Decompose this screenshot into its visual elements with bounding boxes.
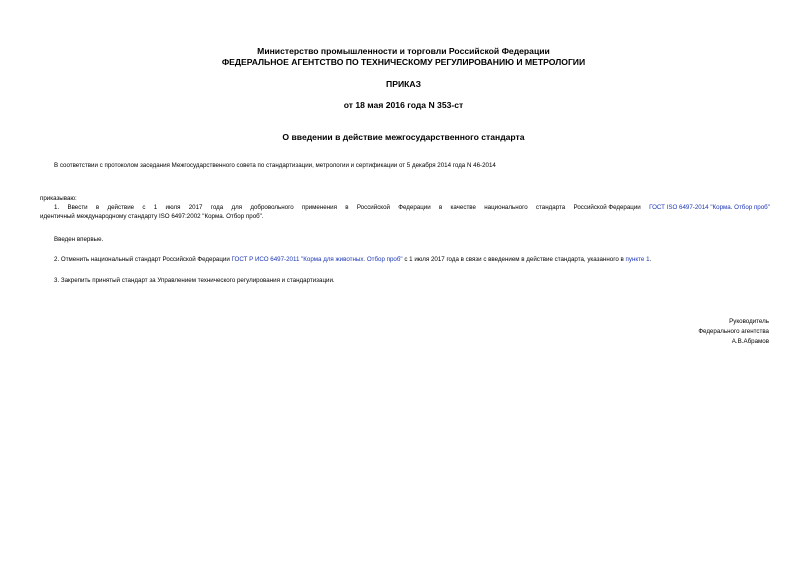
gost-r-iso-6497-2011-link[interactable]: ГОСТ Р ИСО 6497-2011 "Корма для животных. Отбор проб" [231,256,403,263]
item1-word: Ввести [67,204,88,211]
item1-word: 2017 [188,204,203,211]
introduced-first-note: Введен впервые. [54,236,104,243]
item1-word: национального [484,204,528,211]
document-type-heading: ПРИКАЗ [386,79,421,89]
order-word: приказываю: [40,195,77,202]
gost-iso-6497-2014-link[interactable]: ГОСТ ISO 6497-2014 "Корма. Отбор проб" [649,204,770,211]
item1-line2: идентичный международному стандарту ISO 6497:2002 "Корма. Отбор проб". [40,213,264,220]
item1-word: в [438,204,443,211]
item2-text-middle: с 1 июля 2017 года в связи с введением в действие стандарта, указанного в [402,256,626,263]
item1-tail-text: Российской Федерации [573,204,641,211]
item1-word: для [231,204,243,211]
item1-word: Российской [356,204,390,211]
item1-word: в [345,204,349,211]
preamble-paragraph: В соответствии с протоколом заседания Межгосударственного совета по стандартизации, метрологии и сертификации от 5 декабря 2014 года N 46-2014 [54,162,496,169]
date-number-heading: от 18 мая 2016 года N 353-ст [343,100,464,110]
signature-name: А.В.Абрамов [731,338,769,345]
item1-word: действие [107,204,135,211]
point-1-link[interactable]: пункте 1 [625,256,650,263]
item1-word: 1. [54,204,60,211]
item1-word: в [95,204,100,211]
item2-text-before: 2. Отменить национальный стандарт Российской Федерации [54,256,232,263]
item1-word: Федерации [398,204,431,211]
item1-word: добровольного [250,204,294,211]
ministry-heading: Министерство промышленности и торговли Российской Федерации [257,46,550,56]
item1-word: качестве [450,204,476,211]
agency-heading: ФЕДЕРАЛЬНОЕ АГЕНТСТВО ПО ТЕХНИЧЕСКОМУ РЕГУЛИРОВАНИЮ И МЕТРОЛОГИИ [221,57,586,67]
item1-line1 [54,204,770,212]
item3-paragraph: 3. Закрепить принятый стандарт за Управлением технического регулирования и стандартизации. [54,277,335,284]
subject-heading: О введении в действие межгосударственного стандарта [282,132,525,142]
item1-word: применения [301,204,337,211]
item1-word: года [210,204,224,211]
item2-text-after: . [649,256,652,263]
item1-word: стандарта [535,204,566,211]
item1-word: июля [165,204,181,211]
signature-org: Федерального агентства [698,328,769,335]
item1-word: 1 [153,204,158,211]
item2-paragraph [54,256,651,264]
item1-word: с [142,204,146,211]
signature-title: Руководитель [729,318,769,325]
